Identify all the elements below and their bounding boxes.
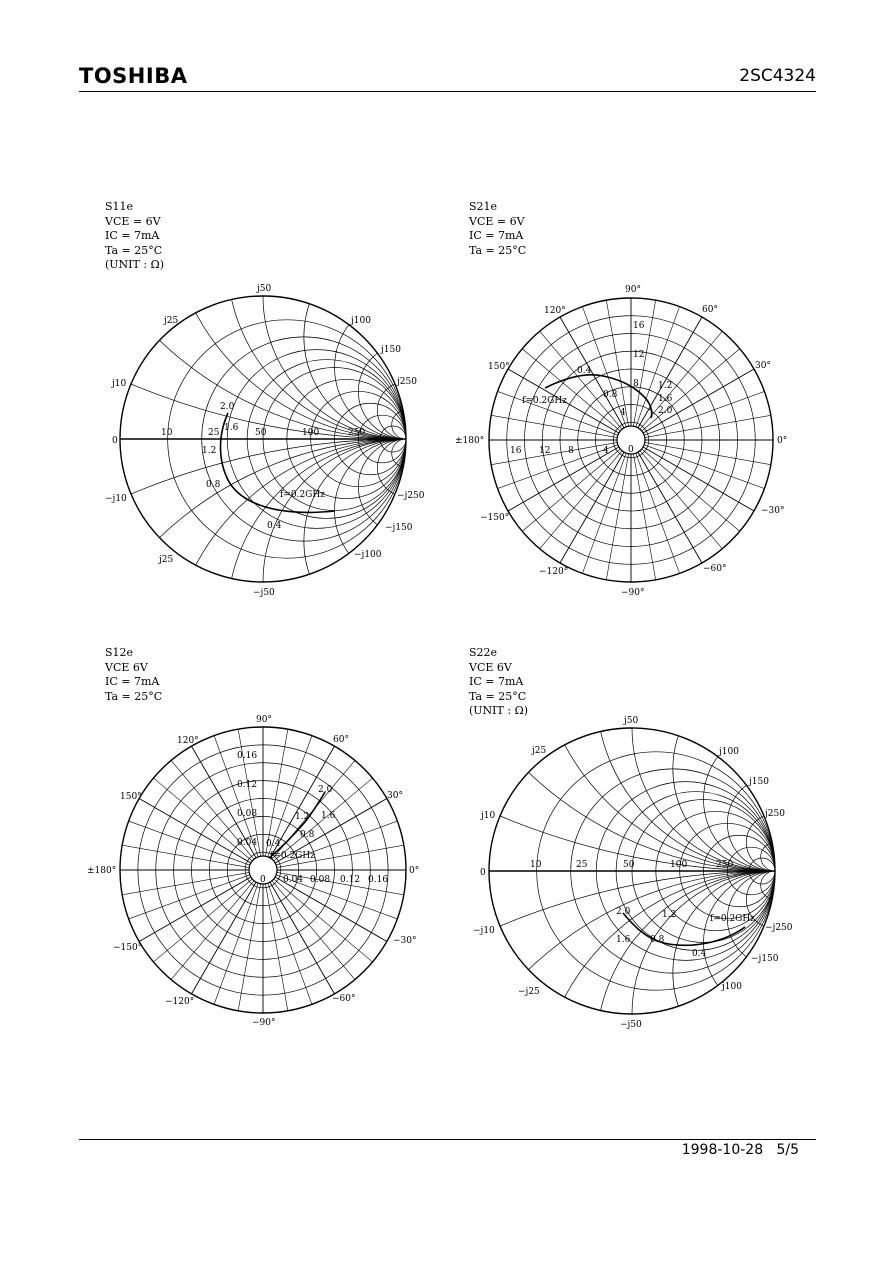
chart-label: 250 (716, 860, 734, 870)
param-title: S21e (469, 200, 498, 213)
chart-label: 60° (333, 735, 349, 745)
chart-label: 2.0 (658, 406, 673, 416)
chart-label: 0 (260, 875, 266, 885)
chart-label: 10 (161, 428, 173, 438)
chart-label: 0.4 (692, 949, 707, 959)
chart-label: −30° (761, 506, 785, 516)
chart-label: f=0.2GHz (710, 914, 755, 924)
chart-label: −60° (332, 994, 356, 1004)
chart-label: 1.2 (662, 910, 677, 920)
chart-label: 30° (387, 791, 403, 801)
chart-label: 4 (603, 446, 609, 456)
chart-label: 2.0 (616, 907, 631, 917)
chart-label: −120° (539, 567, 569, 577)
chart-label: 12 (633, 350, 645, 360)
condition: Ta = 25°C (469, 243, 527, 257)
condition: IC = 7mA (469, 229, 524, 242)
chart-label: 16 (633, 321, 645, 331)
chart-label: 0.12 (237, 780, 258, 790)
s11e-conditions (105, 200, 164, 273)
chart-label: 0.8 (206, 480, 221, 490)
chart-label: j150 (381, 345, 401, 355)
chart-label: 250 (348, 428, 366, 438)
chart-label: 12 (539, 446, 551, 456)
chart-label: 100 (302, 428, 320, 438)
chart-label: j250 (397, 377, 417, 387)
reactance-arc (673, 667, 877, 871)
chart-label: j250 (765, 809, 785, 819)
param-title: S12e (105, 646, 134, 659)
chart-label: 0.8 (650, 935, 665, 945)
chart-label: −j10 (473, 926, 495, 936)
chart-label: −j50 (620, 1020, 642, 1030)
chart-label: 0.4 (577, 366, 592, 376)
chart-label: −j50 (253, 588, 275, 598)
reactance-arc (673, 871, 877, 1075)
reactance-arc (632, 585, 892, 871)
chart-label: 120° (544, 306, 566, 316)
chart-label: 2.0 (318, 785, 333, 795)
chart-label: 25 (208, 428, 220, 438)
s21e-conditions (469, 200, 526, 258)
chart-label: j150 (749, 777, 769, 787)
condition: (UNIT : Ω) (469, 704, 528, 717)
chart-label: 1.2 (658, 381, 673, 391)
chart-label: 150° (120, 792, 142, 802)
condition: VCE 6V (469, 660, 512, 674)
s22e-smith-chart (468, 707, 798, 1037)
reactance-arc (727, 776, 822, 871)
param-title: S11e (105, 200, 134, 213)
reactance-arc (704, 871, 847, 1014)
chart-label: −60° (703, 564, 727, 574)
chart-label: 0.8 (603, 390, 618, 400)
chart-label: −j25 (518, 987, 540, 997)
chart-label: 30° (755, 361, 771, 371)
chart-label: 0 (628, 445, 634, 455)
chart-label: j25 (159, 555, 174, 565)
chart-label: 1.6 (658, 394, 673, 404)
chart-label: −j250 (765, 923, 793, 933)
chart-label: 1.6 (321, 811, 336, 821)
chart-label: 1.2 (202, 446, 217, 456)
chart-label: j100 (719, 747, 739, 757)
chart-label: 25 (576, 860, 588, 870)
chart-label: 8 (568, 446, 574, 456)
chart-label: −90° (621, 588, 645, 598)
polar-grid (120, 727, 406, 1013)
reactance-arc (358, 344, 453, 439)
reactance-arc (537, 871, 892, 1263)
condition: Ta = 25°C (105, 243, 163, 257)
polar-grid (489, 298, 773, 582)
chart-label: f=0.2GHz (280, 490, 325, 500)
chart-label: 1.6 (224, 423, 239, 433)
part-number: 2SC4324 (739, 66, 816, 86)
condition: IC = 7mA (105, 675, 160, 688)
chart-label: 16 (510, 446, 522, 456)
condition: VCE = 6V (105, 214, 161, 228)
chart-label: 1.2 (295, 812, 310, 822)
s21e-polar-chart (455, 280, 788, 600)
condition: VCE 6V (105, 660, 148, 674)
footer-rule (79, 1139, 816, 1140)
condition: IC = 7mA (105, 229, 160, 242)
footer (682, 1142, 799, 1158)
chart-label: 90° (256, 715, 272, 725)
chart-label: ±180° (455, 436, 485, 446)
chart-label: j100 (722, 982, 742, 992)
chart-label: j25 (532, 746, 547, 756)
smith-grid (60, 0, 892, 1263)
chart-label: 8 (633, 379, 639, 389)
chart-label: ±180° (87, 866, 117, 876)
chart-label: 0.12 (340, 875, 361, 885)
chart-label: −120° (165, 997, 195, 1007)
brand-logo-text: TOSHIBA (79, 64, 188, 88)
chart-label: 0.04 (237, 838, 258, 848)
s11e-smith-chart (100, 275, 425, 605)
chart-label: 0.16 (237, 751, 258, 761)
chart-label: 120° (177, 736, 199, 746)
chart-label: −j150 (385, 523, 413, 533)
condition: VCE = 6V (469, 214, 525, 228)
chart-label: 1.6 (616, 935, 631, 945)
condition: Ta = 25°C (105, 689, 163, 703)
s12e-polar-chart (85, 710, 425, 1030)
chart-label: −j10 (105, 494, 127, 504)
condition: Ta = 25°C (469, 689, 527, 703)
param-title: S22e (469, 646, 498, 659)
s12e-conditions (105, 646, 162, 704)
chart-label: 0° (409, 866, 420, 876)
chart-label: j10 (481, 811, 496, 821)
footer-date: 1998-10-28 (681, 1142, 764, 1158)
chart-label: f=0.2GHz (270, 851, 315, 861)
reactance-arc (358, 439, 453, 534)
footer-page: 5/5 (776, 1142, 799, 1158)
chart-label: 100 (670, 860, 688, 870)
chart-label: −j150 (751, 954, 779, 964)
chart-label: 0 (112, 436, 118, 446)
chart-label: 0° (777, 436, 788, 446)
chart-label: 0.8 (300, 830, 315, 840)
chart-label: 60° (702, 305, 718, 315)
chart-label: −j250 (397, 491, 425, 501)
chart-label: j10 (112, 379, 127, 389)
chart-label: 50 (623, 860, 635, 870)
chart-label: 4 (620, 408, 626, 418)
chart-label: f=0.2GHz (522, 396, 567, 406)
chart-label: −90° (252, 1018, 276, 1028)
chart-label: j100 (351, 316, 371, 326)
chart-label: 0.4 (266, 839, 281, 849)
chart-label: 0.08 (237, 809, 258, 819)
condition: IC = 7mA (469, 675, 524, 688)
reactance-arc (596, 871, 892, 1229)
chart-label: 90° (625, 285, 641, 295)
header-rule (79, 91, 816, 92)
chart-label: −j100 (354, 550, 382, 560)
chart-label: 2.0 (220, 402, 235, 412)
condition: (UNIT : Ω) (105, 258, 164, 271)
chart-label: 0.16 (368, 875, 389, 885)
chart-label: 0.08 (310, 875, 331, 885)
chart-label: 0.4 (267, 521, 282, 531)
chart-label: 50 (255, 428, 267, 438)
chart-label: 150° (488, 362, 510, 372)
chart-label: j50 (624, 716, 639, 726)
chart-label: −30° (393, 936, 417, 946)
chart-label: 10 (530, 860, 542, 870)
chart-label: j50 (257, 284, 272, 294)
chart-label: −150° (480, 513, 510, 523)
chart-label: 0.04 (283, 875, 304, 885)
chart-label: −150° (113, 943, 143, 953)
chart-label: j25 (164, 316, 179, 326)
chart-label: 0 (480, 868, 486, 878)
